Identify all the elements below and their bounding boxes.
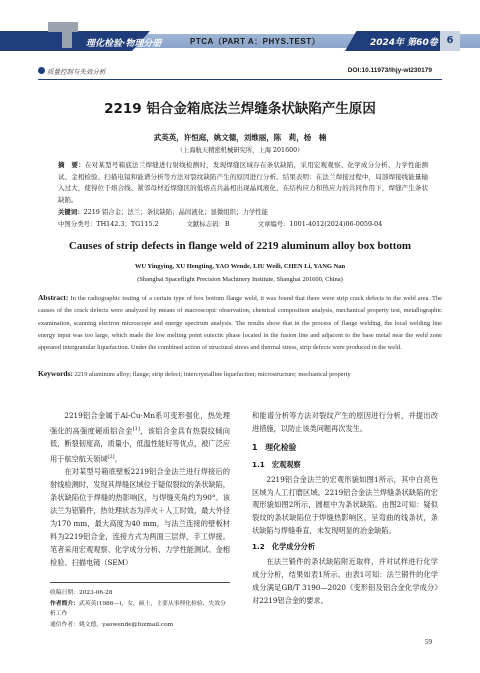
- section-heading: 1 理化检验: [252, 442, 297, 452]
- authors-cn: 武英英，许恒庭，姚文德，刘维丽，陈 莉，杨 楠: [153, 133, 327, 142]
- subsection-heading: 1.2 化学成分分析: [252, 542, 316, 552]
- journal-logo-stem: [62, 22, 72, 48]
- body-column-left: [50, 410, 230, 570]
- paragraph-text: ，该铝合金具有热裂纹倾向低，断裂韧度高，质量小，低温性能好等优点，被广泛应用于航空航天领域: [50, 426, 230, 464]
- header-rule: [38, 79, 442, 80]
- journal-brand: 理化检验·物理分册: [86, 39, 162, 49]
- paragraph: [50, 410, 230, 466]
- abstract-en: [38, 292, 442, 354]
- journal-name: PTCA（PART A：PHYS.TEST）: [190, 37, 321, 46]
- corresponding-author[interactable]: 通信作者：姚文德，yaowende@foxmail.com: [50, 621, 174, 628]
- received-date: 收稿日期：2023-06-28: [50, 590, 113, 596]
- footnote: [50, 588, 230, 630]
- clc-number: 中图分类号：TH142.3；TG115.2: [58, 220, 159, 228]
- document-code: 文献标志码：B: [186, 220, 230, 228]
- article-number: 文章编号：1001-4012(2024)06-0059-04: [257, 220, 383, 228]
- paragraph: 2219铝合金法兰的宏观形貌如图1所示，其中白亮色区域为人工打磨区域。2219铝合金法兰焊缝条状缺陷的宏观形貌如图2所示，圆框中为条状缺陷。由图2可知：疑似裂纹的条状缺陷位于焊缝热影响区，呈弯曲的线条状，条状缺陷与焊缝垂直，未发现明显的冶金缺陷。: [252, 474, 438, 536]
- citation-ref[interactable]: [1]: [132, 425, 140, 432]
- keywords-en-label: Keywords:: [38, 369, 73, 378]
- article-title-cn: 2219 铝合金箱底法兰焊缝条状缺陷产生原因: [104, 101, 376, 117]
- subsection-heading: 1.1 宏观观察: [252, 459, 301, 469]
- section-name: 质量控制与失效分析: [47, 68, 106, 76]
- paragraph-text: 2219铝合金属于Al-Cu-Mn系可变形强化，热处理强化的高强度硬质铝合金: [50, 411, 230, 436]
- author-bio-text: 武英英(1986—)，女，硕士，主要从事理化检验、失效分析工作: [50, 600, 226, 617]
- abstract-cn: [58, 160, 428, 206]
- paragraph: 在对某型号箱底壁板2219铝合金法兰进行焊接后的射线检测时，发现其焊缝区域位于疑似裂纹的条状缺陷，条状缺陷位于焊缝的热影响区，与焊缝夹角约为90°。该法兰为铝锻件，热处理状态为淬火＋人工时效，最大外径为170 mm，最大高度为40 mm，与法兰连接的壁板材料为2219铝合金，连接方式为两面三层焊，手工焊接。笔者采用宏观观察、化学成分分析、力学性能测试、金相检验、扫描电镜（SEM）: [50, 467, 230, 567]
- citation-ref[interactable]: [2]: [107, 454, 115, 461]
- keywords-en-text: 2219 aluminum alloy; flange; strip defect; intercrystalline liquefaction; microstructure; mechanical property: [74, 371, 351, 378]
- author-bio: [50, 599, 230, 620]
- abstract-cn-text: 在对某型号箱底法兰焊缝进行射线检测时，发现焊缝区域存在条状缺陷，采用宏观观察、化学成分分析、力学性能测试、金相检验、扫描电镜和能谱分析等方法对裂纹缺陷产生的原因进行分析。结果表明：在法兰焊接过程中，局部焊接线能量输入过大，使得位于熔合线、紧邻母材近焊缝区的低熔点共晶相出现晶间液化，在结构应力和热应力的共同作用下，焊缝产生条状缺陷。: [58, 161, 429, 204]
- article-title-en: Causes of strip defects in flange weld of 2219 aluminum alloy box bottom: [68, 240, 412, 252]
- journal-volume: 2024年 第60卷: [370, 38, 438, 48]
- authors-en: WU Yingying, XU Hengting, YAO Wende, LIU Weili, CHEN Li, YANG Nan: [134, 263, 346, 270]
- keywords-cn-text: 2219 铝合金；法兰；条状缺陷；晶间液化；显微组织；力学性能: [83, 208, 269, 216]
- page-number: 59: [425, 638, 432, 646]
- abstract-en-text: In the radiographic testing of a certain type of box bottom flange weld, it was found that there were strip crack defects in the weld area. The causes of the crack defects were analyzed by means of macroscopic observation, chemical composition analysis, mechanical property test, metallographic examination, scanning electron microscope and energy spectrum analysis. The results show that in the process of flange welding, the local welding line energy input was too large, which made the low melting point eutectic phase located in the fusion line and adjacent to the base metal near the weld zone appeared intergranular liquefaction. Under the combined action of structural stress and thermal stress, strip defects were produced in the weld.: [38, 295, 442, 352]
- footnote-rule: [50, 582, 230, 583]
- author-bio-label: 作者简介：: [50, 600, 79, 607]
- paragraph-text: 。: [114, 454, 122, 464]
- keywords-en: [38, 368, 442, 381]
- classification-line: [58, 219, 428, 228]
- paragraph: 在法兰锻件的条状缺陷附近取样，并对试样进行化学成分分析，结果如表1所示。由表1可知：法兰锻件的化学成分满足GB/T 3190—2020《变形铝及铝合金化学成分》对2219铝合金的要求。: [252, 557, 438, 605]
- issue-number-badge: 6: [440, 31, 460, 51]
- doi-link[interactable]: DOI:10.11973/lhjy-wl230179: [347, 67, 432, 74]
- affiliation-cn: （上海航天精密机械研究所，上海 201600）: [176, 147, 304, 154]
- keywords-cn-label: 关键词：: [58, 208, 84, 216]
- abstract-cn-label: 摘 要：: [58, 161, 85, 169]
- paragraph: 和能谱分析等方法对裂纹产生的原因进行分析，并提出改进措施，以防止该类问题再次发生。: [252, 411, 438, 433]
- section-bullet-icon: [38, 67, 45, 74]
- affiliation-en: (Shanghai Spaceflight Precision Machinery Institute, Shanghai 201600, China): [137, 276, 343, 283]
- abstract-en-label: Abstract:: [38, 293, 69, 302]
- keywords-cn: [58, 207, 428, 216]
- body-column-right: [252, 410, 438, 608]
